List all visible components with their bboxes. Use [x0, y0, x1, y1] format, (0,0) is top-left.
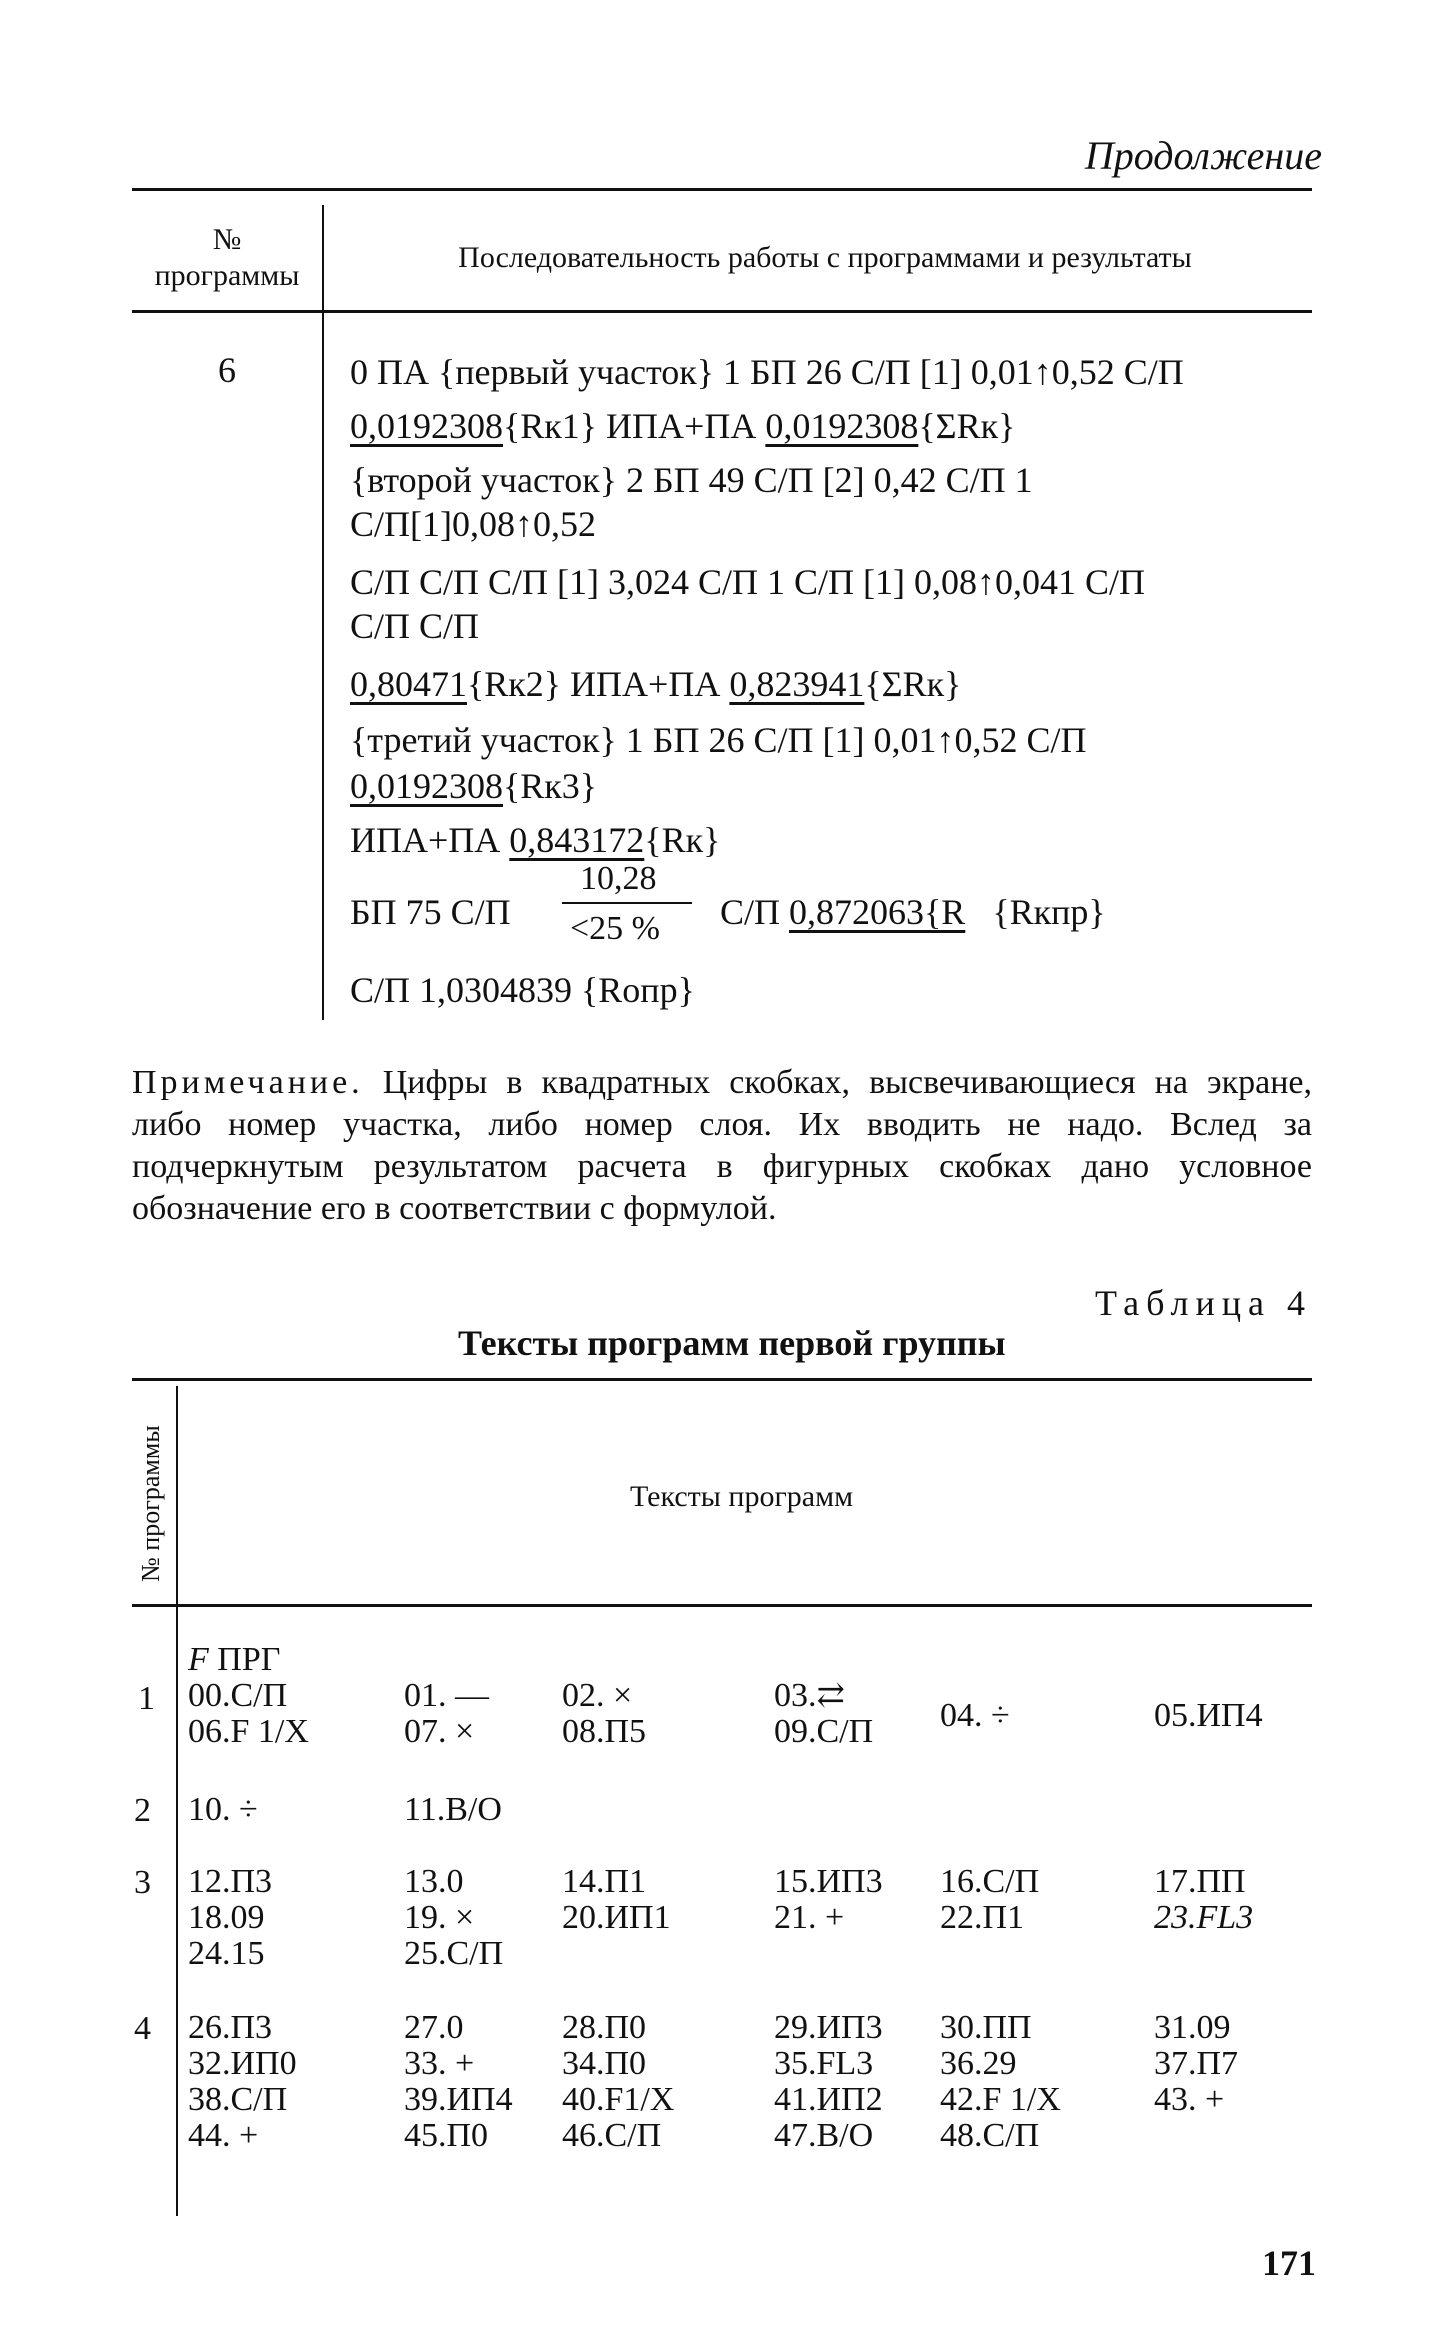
- column-header-program-number: № программы: [154, 223, 300, 292]
- program-step: 05.ИП4: [1154, 1697, 1263, 1734]
- sequence-result-line: С/П 1,0304839 {Rопр}: [350, 970, 695, 1010]
- sequence-result-line: 0,0192308{Rк3}: [350, 766, 598, 806]
- column-header-program-number: № программы: [136, 1425, 165, 1582]
- table-column-divider: [322, 205, 324, 1020]
- program-step: 04. ÷: [940, 1697, 1010, 1734]
- underlined-result: 0,872063{R: [789, 892, 966, 932]
- program-step: 39.ИП4: [404, 2081, 513, 2118]
- sequence-line: С/П С/П С/П [1] 3,024 С/П 1 С/П [1] 0,08↑0,041 С/П: [350, 562, 1146, 602]
- continuation-label: Продолжение: [1084, 133, 1322, 178]
- program-number: 2: [134, 1792, 151, 1829]
- program-step: 30.ПП: [940, 2009, 1032, 2046]
- sequence-result-line: 0,0192308{Rк1} ИПА+ПА 0,0192308{ΣRк}: [350, 406, 1016, 446]
- program-step: 03.⇄: [774, 1677, 845, 1714]
- program-step: 15.ИП3: [774, 1863, 883, 1900]
- table4-column-divider: [176, 1386, 178, 2216]
- fraction-numerator: 10,28: [580, 860, 657, 897]
- program-step: 42.F 1/X: [940, 2081, 1061, 2118]
- program-step: 02. ×: [562, 1677, 633, 1714]
- program-step: 23.FL3: [1154, 1899, 1254, 1936]
- program-number: 4: [134, 2010, 151, 2047]
- table4-header-rule: [132, 1604, 1312, 1607]
- sequence-line: С/П[1]0,08↑0,52: [350, 504, 596, 544]
- program-step: 45.П0: [404, 2117, 489, 2154]
- fraction-denominator: <25 %: [570, 910, 660, 947]
- program-number: 3: [134, 1864, 151, 1901]
- program-step: 33. +: [404, 2045, 475, 2082]
- program-step: 13.0: [404, 1863, 464, 1900]
- program-step: 46.С/П: [562, 2117, 662, 2154]
- note-label: Примечание.: [132, 1064, 364, 1101]
- program-step: 31.09: [1154, 2009, 1231, 2046]
- program-step: 22.П1: [940, 1899, 1025, 1936]
- sequence-line: {второй участок} 2 БП 49 С/П [2] 0,42 С/П 1: [350, 460, 1033, 500]
- program-step: 01. —: [404, 1677, 489, 1714]
- program-step: 40.F1/X: [562, 2081, 675, 2118]
- program-step: 07. ×: [404, 1713, 475, 1750]
- sequence-result-line: ИПА+ПА 0,843172{Rк}: [350, 820, 721, 860]
- sequence-line-prefix: БП 75 С/П: [350, 892, 511, 932]
- program-step: 41.ИП2: [774, 2081, 883, 2118]
- program-step: 20.ИП1: [562, 1899, 671, 1936]
- program-step: F ПРГ: [188, 1641, 281, 1678]
- program-step: 21. +: [774, 1899, 845, 1936]
- sequence-result-line: 0,80471{Rк2} ИПА+ПА 0,823941{ΣRк}: [350, 664, 962, 704]
- program-number: 1: [138, 1680, 155, 1717]
- program-step: 09.С/П: [774, 1713, 874, 1750]
- underlined-result: 0,0192308: [350, 406, 503, 446]
- sequence-line: С/П С/П: [350, 606, 480, 646]
- program-step: 25.С/П: [404, 1935, 504, 1972]
- program-step: 17.ПП: [1154, 1863, 1246, 1900]
- program-step: 19. ×: [404, 1899, 475, 1936]
- program-step: 00.С/П: [188, 1677, 288, 1714]
- program-step: 36.29: [940, 2045, 1017, 2082]
- program-step: 11.В/О: [404, 1791, 502, 1828]
- program-step: 44. +: [188, 2117, 259, 2154]
- program-step: 48.С/П: [940, 2117, 1040, 2154]
- program-step: 29.ИП3: [774, 2009, 883, 2046]
- program-step: 34.П0: [562, 2045, 647, 2082]
- program-step: 08.П5: [562, 1713, 647, 1750]
- note-paragraph: [132, 1062, 1312, 1230]
- table-label: Таблица 4: [1095, 1283, 1312, 1323]
- underlined-result: 0,0192308: [350, 766, 503, 806]
- program-step: 28.П0: [562, 2009, 647, 2046]
- note-text: Цифры в квадратных скобках, высвечивающиеся на экране, либо номер участка, либо номер слоя. Их вводить не надо. Вслед за подчеркнутым результатом расчета в фигурных скобках дано условное обозначение его в соответствии с формулой.: [132, 1064, 1312, 1227]
- program-step: 12.П3: [188, 1863, 273, 1900]
- underlined-result: 0,0192308: [765, 406, 919, 446]
- program-step: 06.F 1/X: [188, 1713, 309, 1750]
- program-step: 10. ÷: [188, 1791, 258, 1828]
- underlined-result: 0,843172: [509, 820, 645, 860]
- table-title: Тексты программ первой группы: [458, 1323, 1006, 1363]
- program-step: 43. +: [1154, 2081, 1225, 2118]
- program-step: 26.П3: [188, 2009, 273, 2046]
- table-header-rule: [132, 310, 1312, 313]
- sequence-line: 0 ПА {первый участок} 1 БП 26 С/П [1] 0,01↑0,52 С/П: [350, 352, 1184, 392]
- fraction-bar: [562, 902, 692, 904]
- program-step: 37.П7: [1154, 2045, 1239, 2082]
- program-number: 6: [218, 350, 236, 390]
- sequence-line: {третий участок} 1 БП 26 С/П [1] 0,01↑0,52 С/П: [350, 720, 1087, 760]
- program-step: 24.15: [188, 1935, 265, 1972]
- table-top-rule: [132, 188, 1312, 191]
- table4-top-rule: [132, 1378, 1312, 1381]
- program-step: 35.FL3: [774, 2045, 874, 2082]
- program-step: 16.С/П: [940, 1863, 1040, 1900]
- program-step: 32.ИП0: [188, 2045, 297, 2082]
- program-step: 14.П1: [562, 1863, 647, 1900]
- underlined-result: 0,823941: [729, 664, 865, 704]
- program-step: 38.С/П: [188, 2081, 288, 2118]
- program-step: 47.В/О: [774, 2117, 874, 2154]
- program-step: 18.09: [188, 1899, 265, 1936]
- underlined-result: 0,80471: [350, 664, 467, 704]
- column-header-program-texts: Тексты программ: [630, 1480, 854, 1513]
- page-number: 171: [1262, 2243, 1316, 2283]
- sequence-result-line: С/П 0,872063{R {Rкпр}: [720, 892, 1106, 932]
- column-header-sequence: Последовательность работы с программами и результаты: [458, 241, 1192, 274]
- program-step: 27.0: [404, 2009, 464, 2046]
